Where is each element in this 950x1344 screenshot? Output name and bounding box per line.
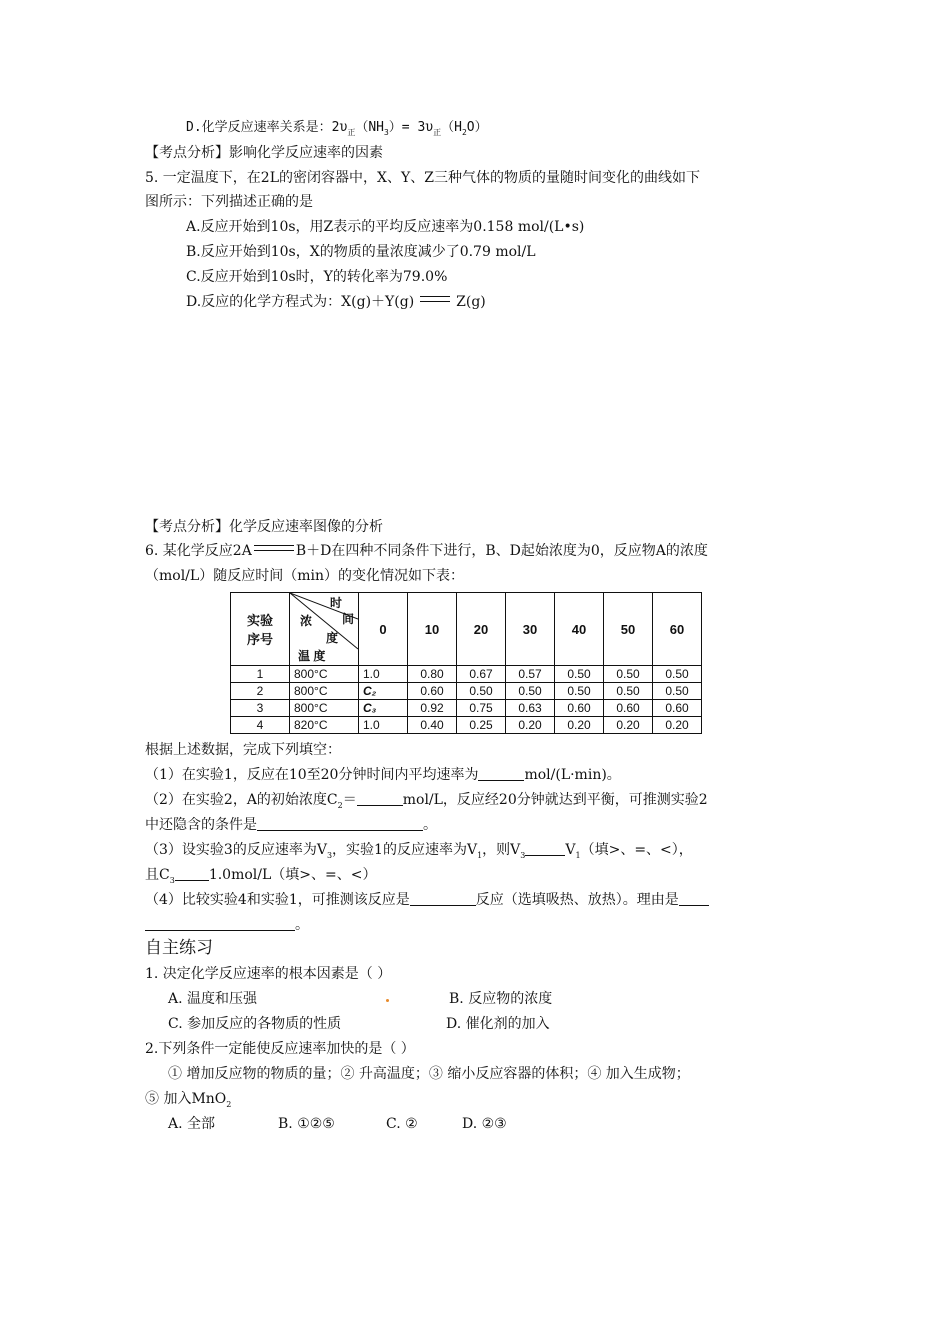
cell: 800°C <box>290 700 359 717</box>
text: D.化学反应速率关系是：2υ <box>186 120 348 135</box>
text: 浓 <box>300 614 313 628</box>
cell: 0.50 <box>604 666 653 683</box>
text: Z(g) <box>456 294 486 310</box>
text: B＋D在四种不同条件下进行，B、D起始浓度为0，反应物A的浓度 <box>295 543 708 559</box>
cell: 0.50 <box>604 683 653 700</box>
sub: 3 <box>520 851 526 860</box>
cell: 0.50 <box>653 683 702 700</box>
text: 中还隐含的条件是 <box>145 817 257 833</box>
sub: 正 <box>433 128 442 137</box>
q6-part2 <box>145 790 708 816</box>
orange-dot <box>386 999 389 1002</box>
text: mol/L，反应经20分钟就达到平衡，可推测实验2 <box>402 792 708 808</box>
cell: 0.67 <box>457 666 506 683</box>
ex2-option-a: A. 全部 <box>168 1116 216 1132</box>
cell: C₂ <box>359 683 408 700</box>
table-row <box>231 683 702 700</box>
cell: C₃ <box>359 700 408 717</box>
ex2-stem: 2.下列条件一定能使反应速率加快的是（ ） <box>145 1041 415 1057</box>
ex2-option-d: D. ②③ <box>462 1116 507 1132</box>
text: ，则V <box>482 842 521 858</box>
text: （1）在实验1，反应在10至20分钟时间内平均速率为 <box>145 767 479 783</box>
q6-part2-line2 <box>145 815 437 835</box>
cell: 0.60 <box>604 700 653 717</box>
sub: 1 <box>477 851 483 860</box>
cell: 0.60 <box>408 683 457 700</box>
q6-part4-line2 <box>145 915 309 935</box>
equilibrium-arrow-icon <box>420 294 450 304</box>
answer-blank[interactable] <box>257 816 423 831</box>
text: 时 <box>330 596 343 610</box>
text: 间 <box>342 612 355 626</box>
cell: 0.50 <box>555 683 604 700</box>
text: 6. 某化学反应2A <box>145 543 252 559</box>
ex1-option-b: B. 反应物的浓度 <box>449 991 553 1007</box>
cell: 1.0 <box>359 666 408 683</box>
section-heading-factors: 【考点分析】影响化学反应速率的因素 <box>145 145 383 161</box>
cell: 0.20 <box>506 717 555 734</box>
table-row <box>231 717 702 734</box>
text: ）= 3υ <box>388 120 434 135</box>
q5-option-a: A.反应开始到10s，用Z表示的平均反应速率为0.158 mol/(L•s) <box>186 219 585 235</box>
ex2-conditions-line2 <box>145 1089 231 1115</box>
cell: 0.50 <box>457 683 506 700</box>
q6-part3-line2 <box>145 865 376 891</box>
text: 实验 <box>246 613 273 628</box>
ex1-option-a: A. 温度和压强 <box>168 991 258 1007</box>
cell: 4 <box>231 717 290 734</box>
cell: 2 <box>231 683 290 700</box>
answer-blank[interactable] <box>679 891 709 906</box>
time-header: 0 <box>359 593 408 666</box>
text: （2）在实验2，A的初始浓度C <box>145 792 338 808</box>
text: O） <box>466 120 488 135</box>
cell: 0.20 <box>653 717 702 734</box>
text: 且C <box>145 867 170 883</box>
answer-blank[interactable] <box>478 766 524 781</box>
concentration-table <box>230 592 702 734</box>
answer-blank[interactable] <box>525 841 565 856</box>
header-diagonal <box>290 593 359 666</box>
text: ＝ <box>342 792 357 808</box>
ex2-option-c: C. ② <box>386 1116 418 1132</box>
header-exp <box>231 593 290 666</box>
text: ⑤ 加入MnO <box>145 1091 227 1107</box>
text: 1.0mol/L（填>、=、<） <box>208 867 377 883</box>
cell: 800°C <box>290 666 359 683</box>
cell: 0.50 <box>555 666 604 683</box>
text: （4）比较实验4和实验1，可推测该反应是 <box>145 892 410 908</box>
cell: 0.63 <box>506 700 555 717</box>
cell: 1.0 <box>359 717 408 734</box>
cell: 0.75 <box>457 700 506 717</box>
cell: 0.57 <box>506 666 555 683</box>
answer-blank[interactable] <box>357 791 403 806</box>
text: （填>、=、<）， <box>580 842 693 858</box>
cell: 0.60 <box>555 700 604 717</box>
cell: 820°C <box>290 717 359 734</box>
time-header: 10 <box>408 593 457 666</box>
ex1-stem: 1. 决定化学反应速率的根本因素是（ ） <box>145 966 392 982</box>
text: 反应（选填吸热、放热）。理由是 <box>475 892 679 908</box>
text: （H <box>441 120 462 135</box>
q5-stem-line2: 图所示：下列描述正确的是 <box>145 194 313 210</box>
text: ，实验1的反应速率为V <box>332 842 478 858</box>
section-heading-graph: 【考点分析】化学反应速率图像的分析 <box>145 519 383 535</box>
ex2-option-b: B. ①②⑤ <box>278 1116 335 1132</box>
cell: 800°C <box>290 683 359 700</box>
q5-option-d <box>186 292 486 312</box>
time-header: 30 <box>506 593 555 666</box>
cell: 0.25 <box>457 717 506 734</box>
equilibrium-arrow-icon <box>254 543 294 553</box>
cell: 1 <box>231 666 290 683</box>
text: 度 <box>326 631 339 645</box>
text: （3）设实验3的反应速率为V <box>145 842 327 858</box>
q6-stem-line1 <box>145 541 708 561</box>
text: 温 度 <box>298 649 326 663</box>
q6-part1 <box>145 765 621 785</box>
sub: 2 <box>337 801 343 810</box>
cell: 0.20 <box>604 717 653 734</box>
sub: 2 <box>461 128 467 137</box>
q6-stem-line2: （mol/L）随反应时间（min）的变化情况如下表： <box>145 568 464 584</box>
cell: 0.92 <box>408 700 457 717</box>
text: 。 <box>295 917 309 933</box>
time-header: 60 <box>653 593 702 666</box>
time-header: 20 <box>457 593 506 666</box>
text: 序号 <box>246 632 273 647</box>
sub: 3 <box>326 851 333 860</box>
q6-instruction: 根据上述数据，完成下列填空： <box>145 742 341 758</box>
answer-blank[interactable] <box>145 916 295 931</box>
time-header: 50 <box>604 593 653 666</box>
cell: 0.20 <box>555 717 604 734</box>
q5-option-b: B.反应开始到10s，X的物质的量浓度减少了0.79 mol/L <box>186 244 536 260</box>
cell: 0.60 <box>653 700 702 717</box>
text: 。 <box>423 817 437 833</box>
table-row <box>231 666 702 683</box>
cell: 0.50 <box>506 683 555 700</box>
text: mol/(L·min)。 <box>524 767 621 783</box>
sub: 3 <box>169 876 175 885</box>
cell: 0.40 <box>408 717 457 734</box>
ex1-option-d: D. 催化剂的加入 <box>446 1016 550 1032</box>
q6-part3: （3）设实验3的反应速率为$V_3$，实验1的反应速率为$V_1$，则$V_3$ $V_1$（填>、=、<）， <box>145 842 693 860</box>
cell: 3 <box>231 700 290 717</box>
answer-blank[interactable] <box>410 891 476 906</box>
sub: 3 <box>383 128 389 137</box>
text: （NH <box>355 120 384 135</box>
q5-stem-line1: 5. 一定温度下，在2L的密闭容器中，X、Y、Z三种气体的物质的量随时间变化的曲线如下 <box>145 170 700 186</box>
q5-option-c: C.反应开始到10s时，Y的转化率为79.0% <box>186 269 448 285</box>
sub: 1 <box>575 851 581 860</box>
q4-option-d <box>186 118 488 143</box>
sub: 2 <box>226 1100 232 1109</box>
table-row <box>231 700 702 717</box>
ex2-conditions-line1: ① 增加反应物的物质的量；② 升高温度；③ 缩小反应容器的体积；④ 加入生成物； <box>168 1066 690 1082</box>
cell: 0.50 <box>653 666 702 683</box>
q6-part4 <box>145 890 709 910</box>
sub: 正 <box>347 128 356 137</box>
ex1-option-c: C. 参加反应的各物质的性质 <box>168 1016 342 1032</box>
answer-blank[interactable] <box>175 866 209 881</box>
time-header: 40 <box>555 593 604 666</box>
cell: 0.80 <box>408 666 457 683</box>
text: D.反应的化学方程式为：X(g)＋Y(g) <box>186 294 415 310</box>
section-heading-practice: 自主练习 <box>145 938 213 958</box>
